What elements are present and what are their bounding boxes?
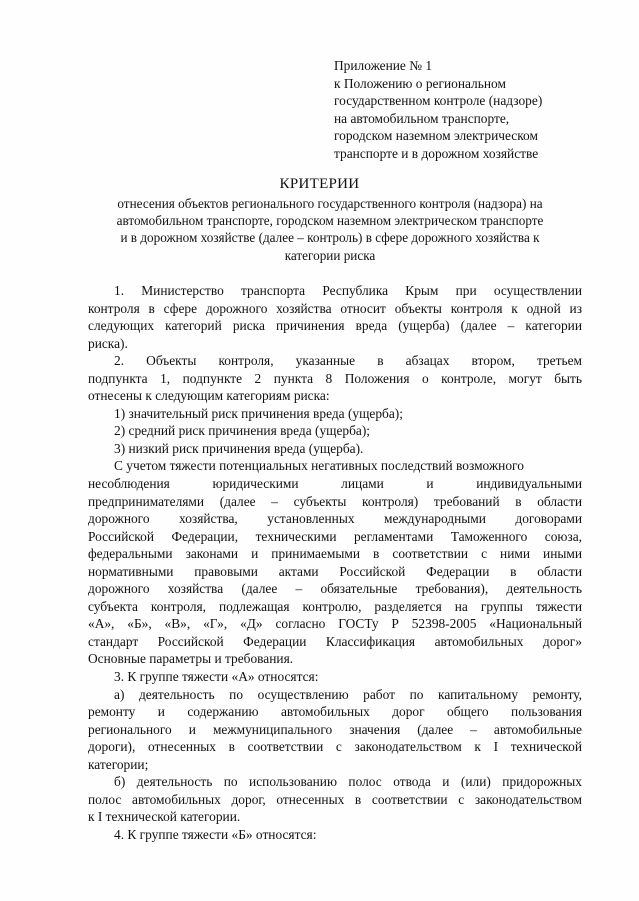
body-line: регионального и межмуниципального значения (далее – автомобильные (88, 721, 582, 737)
body-line: 2) средний риск причинения вреда (ущерба); (114, 423, 371, 439)
body-line: 4. К группе тяжести «Б» относятся: (114, 826, 317, 842)
body-line: нормативными правовыми актами Российской Федерации в области (88, 563, 582, 579)
document-subtitle (70, 195, 590, 264)
body-line: риска). (88, 335, 128, 351)
body-line: 1) значительный риск причинения вреда (ущерба); (114, 405, 403, 421)
body-line: дорожного хозяйства, установленных международными договорами (88, 511, 582, 527)
body-line: дороги), отнесенных в соответствии с законодательством к I технической (88, 739, 582, 755)
body-line: отнесены к следующим категориям риска: (88, 388, 330, 404)
body-line: предпринимателями (далее – субъекты контроля) требований в области (88, 493, 582, 509)
body-line: 3. К группе тяжести «А» относятся: (114, 669, 319, 685)
body-line: 3) низкий риск причинения вреда (ущерба). (114, 440, 364, 456)
body-line: категории; (88, 756, 149, 772)
body-line: субъекта контроля, подлежащая контролю, разделяется на группы тяжести (88, 598, 582, 614)
body-line: С учетом тяжести потенциальных негативных последствий возможного (114, 458, 524, 474)
body-line: федеральными законами и принимаемыми в соответствии с ними иными (88, 546, 582, 562)
body-line: полос автомобильных дорог, отнесенных в соответствии с законодательством (88, 791, 582, 807)
appendix-line: городском наземном электрическом (334, 128, 538, 144)
body-line: ремонту и содержанию автомобильных дорог общего пользования (88, 704, 582, 720)
body-line: следующих категорий риска причинения вреда (ущерба) (далее – категории (88, 318, 582, 334)
appendix-line: транспорте и в дорожном хозяйстве (334, 145, 539, 161)
body-line: а) деятельность по осуществлению работ по капитальному ремонту, (114, 686, 582, 702)
body-line: к I технической категории. (88, 809, 241, 825)
subtitle-line: и в дорожном хозяйстве (далее – контроль) в сфере дорожного хозяйства к (120, 230, 540, 246)
subtitle-line: автомобильном транспорте, городском наземном электрическом транспорте (116, 213, 544, 229)
body-line: Основные параметры и требования. (88, 651, 294, 667)
body-line: Российской Федерации, техническими регламентами Таможенного союза, (88, 528, 582, 544)
appendix-line: государственном контроле (надзоре) (334, 93, 543, 109)
body-line: б) деятельность по использованию полос отвода и (или) придорожных (114, 774, 582, 790)
appendix-header (334, 57, 604, 163)
subtitle-line: категории риска (284, 247, 376, 263)
body-line: 1. Министерство транспорта Республика Крым при осуществлении (114, 283, 582, 298)
body-line: дорожного хозяйства (далее – обязательные требования), деятельность (88, 581, 582, 597)
body-line: подпункта 1, подпункте 2 пункта 8 Положения о контроле, могут быть (88, 370, 582, 386)
appendix-line: к Положению о региональном (334, 75, 506, 91)
appendix-line: на автомобильном транспорте, (334, 110, 510, 126)
appendix-line: Приложение № 1 (334, 58, 433, 73)
body-line: несоблюдения юридическими лицами и индивидуальными (88, 476, 582, 492)
body-line: контроля в сфере дорожного хозяйства относит объекты контроля к одной из (88, 300, 582, 316)
document-body (88, 282, 582, 844)
body-line: «А», «Б», «В», «Г», «Д» согласно ГОСТу Р 52398-2005 «Национальный (88, 616, 582, 632)
body-line: 2. Объекты контроля, указанные в абзацах втором, третьем (114, 353, 582, 369)
document-title: КРИТЕРИИ (279, 176, 360, 192)
body-line: стандарт Российской Федерации Классификация автомобильных дорог» (88, 633, 582, 649)
subtitle-line: отнесения объектов регионального государственного контроля (надзора) на (117, 196, 543, 211)
